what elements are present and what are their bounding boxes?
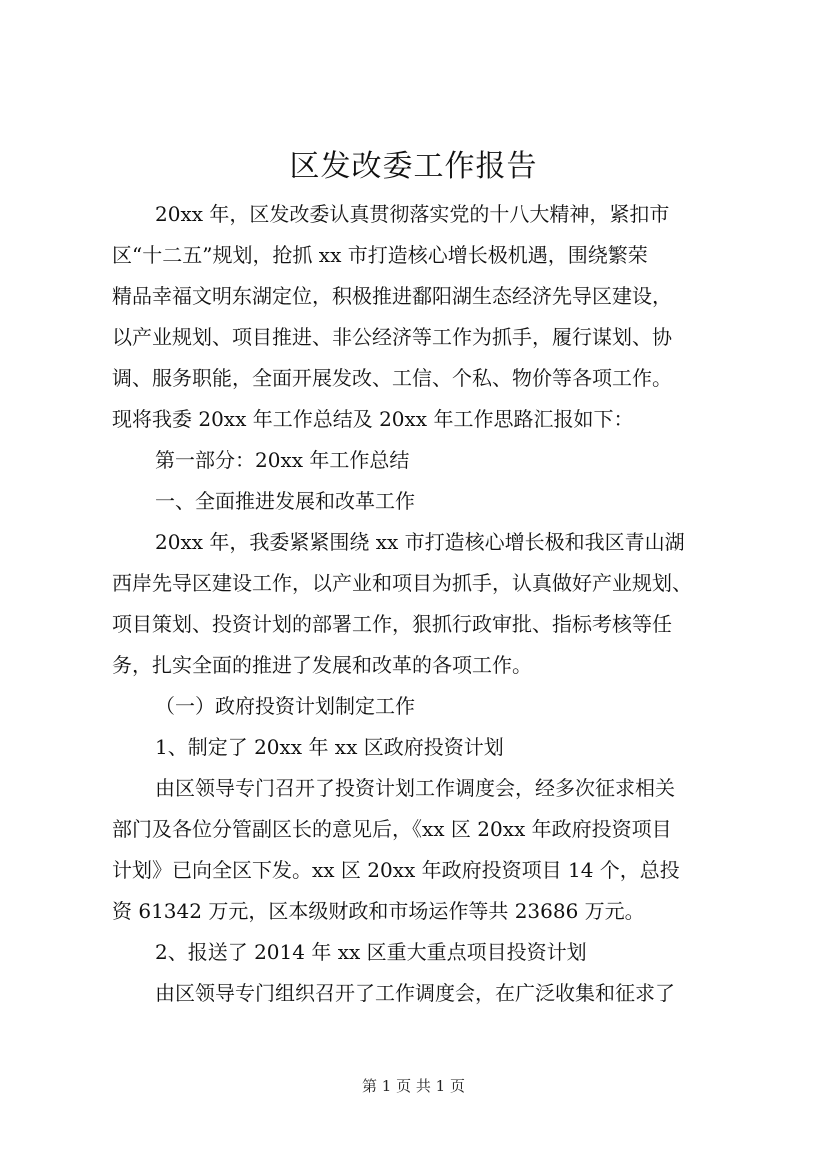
paragraph-line: 计划》已向全区下发。xx 区 20xx 年政府投资项目 14 个，总投 [112,858,680,882]
paragraph-line: 务，扎实全面的推进了发展和改革的各项工作。 [112,653,532,677]
paragraph-line: 西岸先导区建设工作，以产业和项目为抓手，认真做好产业规划、 [112,571,692,595]
document-body [112,194,740,1014]
paragraph-line: 以产业规划、项目推进、非公经济等工作为抓手，履行谋划、协 [112,325,672,349]
section-heading: 2、报送了 2014 年 xx 区重大重点项目投资计划 [155,940,587,964]
section-heading: 一、全面推进发展和改革工作 [155,489,415,513]
paragraph-line: 精品幸福文明东湖定位，积极推进鄱阳湖生态经济先导区建设， [112,284,672,308]
section-heading: （一）政府投资计划制定工作 [155,694,415,718]
paragraph-line: 由区领导专门组织召开了工作调度会，在广泛收集和征求了 [155,981,675,1005]
paragraph-line: 20xx 年，区发改委认真贯彻落实党的十八大精神，紧扣市 [155,202,670,226]
paragraph-line: 现将我委 20xx 年工作总结及 20xx 年工作思路汇报如下： [112,407,634,431]
document-title: 区发改委工作报告 [289,149,538,184]
paragraph-line: 由区领导专门召开了投资计划工作调度会，经多次征求相关 [155,776,675,800]
page-footer: 第 1 页 共 1 页 [362,1077,465,1095]
section-heading: 第一部分：20xx 年工作总结 [155,448,410,472]
paragraph-line: 资 61342 万元，区本级财政和市场运作等共 23686 万元。 [112,899,645,923]
paragraph-line: 20xx 年，我委紧紧围绕 xx 市打造核心增长极和我区青山湖 [155,530,685,554]
paragraph-line: 部门及各位分管副区长的意见后，《xx 区 20xx 年政府投资项目 [112,817,672,841]
section-heading: 1、制定了 20xx 年 xx 区政府投资计划 [155,735,504,759]
paragraph-line: 调、服务职能，全面开展发改、工信、个私、物价等各项工作。 [112,366,672,390]
paragraph-line: 区“十二五”规划，抢抓 xx 市打造核心增长极机遇，围绕繁荣 [112,243,648,267]
paragraph-line: 项目策划、投资计划的部署工作，狠抓行政审批、指标考核等任 [112,612,672,636]
